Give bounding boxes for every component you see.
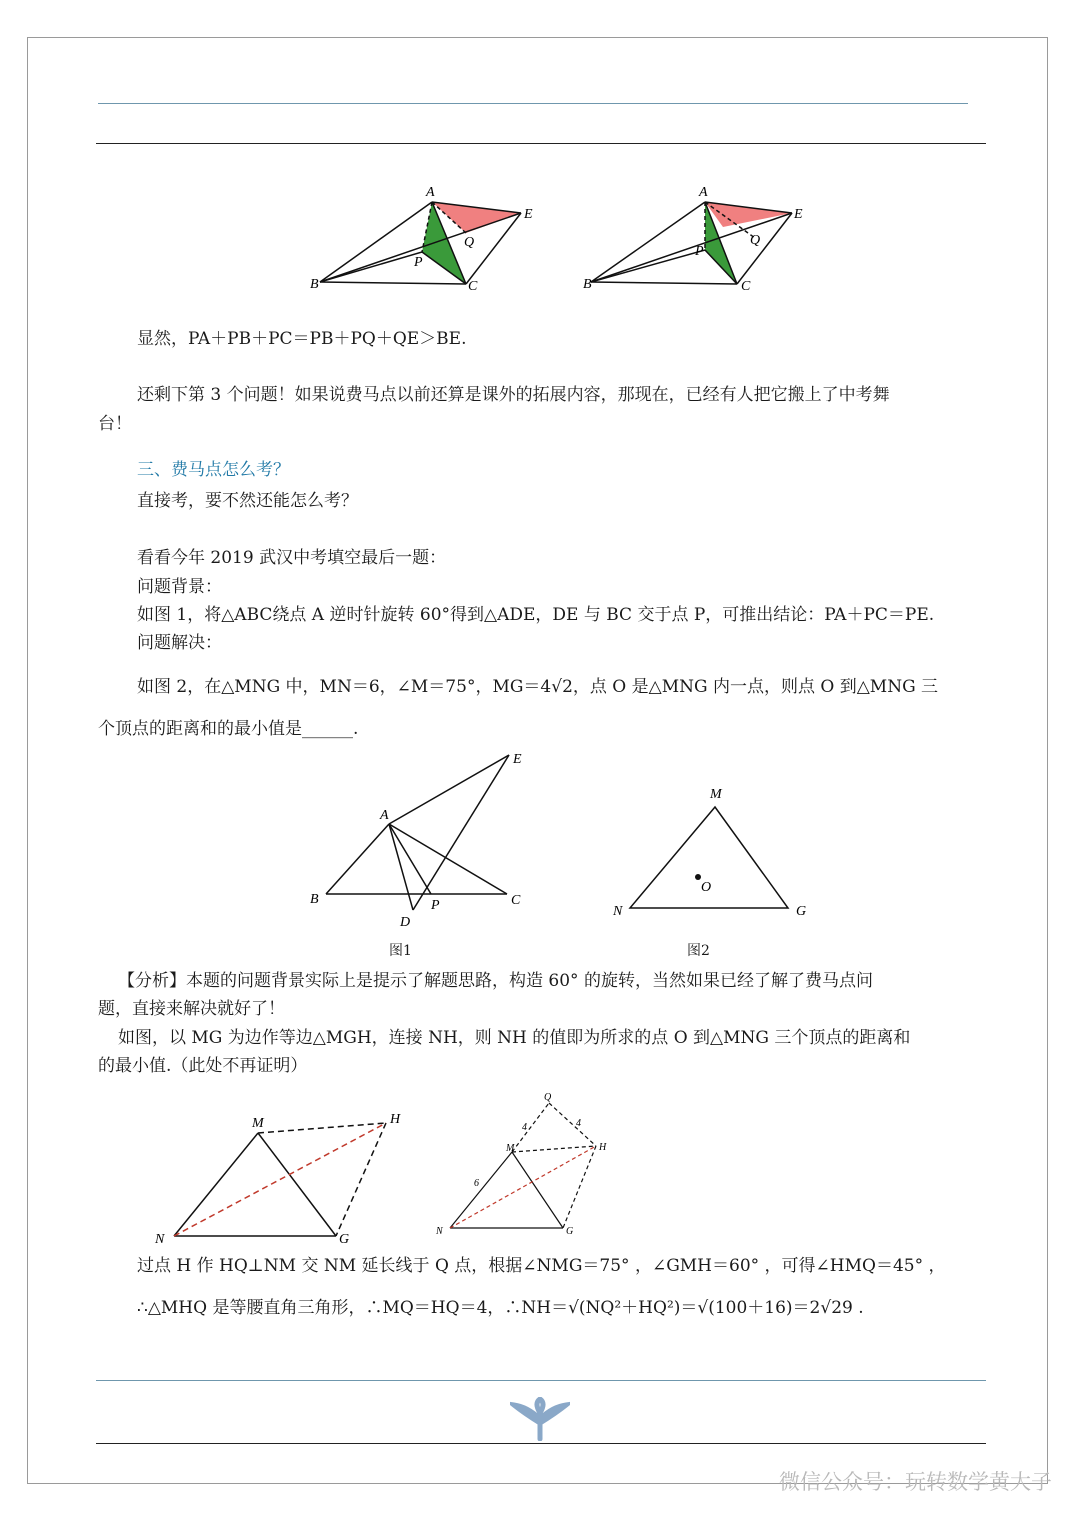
header-rule-black bbox=[96, 143, 986, 144]
label-P: P bbox=[414, 255, 423, 270]
text-direct: 直接考，要不然还能怎么考？ bbox=[137, 491, 358, 511]
text-final-line2: ∴△MHQ 是等腰直角三角形，∴MQ＝HQ＝4，∴NH＝√(NQ²＋HQ²)＝√(100＋16)＝2√29 . bbox=[137, 1298, 864, 1318]
label-A: A bbox=[380, 808, 389, 823]
figure-1 bbox=[300, 745, 540, 930]
fermat-figure-left bbox=[300, 180, 550, 300]
label-B: B bbox=[583, 277, 592, 292]
label-E: E bbox=[794, 207, 803, 222]
label-G: G bbox=[566, 1226, 574, 1237]
label-four-a: 4 bbox=[522, 1122, 527, 1133]
label-H: H bbox=[599, 1142, 607, 1153]
header-rule-blue bbox=[98, 103, 968, 104]
fermat-figure-right bbox=[575, 180, 825, 300]
label-B: B bbox=[310, 892, 319, 907]
text-look: 看看今年 2019 武汉中考填空最后一题： bbox=[137, 548, 447, 568]
label-M: M bbox=[506, 1143, 515, 1154]
label-G: G bbox=[339, 1232, 350, 1247]
label-A: A bbox=[699, 185, 708, 200]
figure-2 bbox=[605, 780, 820, 925]
label-C: C bbox=[511, 893, 521, 908]
label-P: P bbox=[695, 244, 704, 259]
footer-rule-blue bbox=[96, 1380, 986, 1381]
label-C: C bbox=[468, 279, 478, 294]
label-M: M bbox=[710, 787, 722, 802]
text-solve-title: 问题解决： bbox=[137, 633, 222, 653]
label-O: O bbox=[701, 880, 712, 895]
watermark: 微信公众号：玩转数学黄大子 bbox=[779, 1470, 1052, 1494]
text-final-line1: 过点 H 作 HQ⊥NM 交 NM 延长线于 Q 点，根据∠NMG＝75° ，∠GMH＝60° ，可得∠HMQ＝45° ， bbox=[137, 1256, 946, 1276]
label-D: D bbox=[400, 915, 411, 930]
text-method-line2: 的最小值.（此处不再证明） bbox=[98, 1056, 308, 1076]
section-heading: 三、费马点怎么考？ bbox=[137, 460, 290, 480]
red-triangle bbox=[705, 202, 792, 227]
figure-mnghq bbox=[430, 1090, 620, 1240]
label-H: H bbox=[390, 1112, 401, 1127]
caption-fig1: 图1 bbox=[389, 943, 412, 959]
label-N: N bbox=[613, 904, 623, 919]
label-E: E bbox=[513, 752, 522, 767]
text-problem-line2: 个顶点的距离和的最小值是______. bbox=[98, 719, 359, 739]
text-obvious: 显然，PA＋PB＋PC＝PB＋PQ＋QE＞BE. bbox=[137, 329, 467, 349]
label-Q: Q bbox=[464, 235, 475, 250]
label-six: 6 bbox=[474, 1178, 479, 1189]
label-N: N bbox=[436, 1226, 443, 1237]
label-P: P bbox=[431, 898, 440, 913]
text-analysis-line2: 题，直接来解决就好了！ bbox=[98, 999, 285, 1019]
label-Q: Q bbox=[750, 233, 761, 248]
label-E: E bbox=[524, 207, 533, 222]
label-B: B bbox=[310, 277, 319, 292]
label-N: N bbox=[155, 1232, 165, 1247]
text-problem-line1: 如图 2，在△MNG 中，MN＝6，∠M＝75°，MG＝4√2，点 O 是△MNG 内一点，则点 O 到△MNG 三 bbox=[137, 677, 939, 697]
footer-rule-black bbox=[96, 1443, 986, 1444]
text-bg: 如图 1，将△ABC绕点 A 逆时针旋转 60°得到△ADE，DE 与 BC 交于点 P，可推出结论：PA＋PC＝PE. bbox=[137, 605, 935, 625]
caption-fig2: 图2 bbox=[687, 943, 710, 959]
label-C: C bbox=[741, 279, 751, 294]
label-A: A bbox=[426, 185, 435, 200]
figure-mngh bbox=[150, 1105, 410, 1250]
label-G: G bbox=[796, 904, 807, 919]
label-Q: Q bbox=[544, 1092, 552, 1103]
label-four-b: 4 bbox=[576, 1118, 581, 1129]
label-M: M bbox=[252, 1116, 264, 1131]
tree-logo-icon bbox=[510, 1397, 570, 1441]
text-method-line1: 如图，以 MG 为边作等边△MGH，连接 NH，则 NH 的值即为所求的点 O 到△MNG 三个顶点的距离和 bbox=[118, 1028, 911, 1048]
text-analysis-line1: 【分析】本题的问题背景实际上是提示了解题思路，构造 60° 的旋转，当然如果已经了解了费马点问 bbox=[118, 971, 873, 991]
text-bg-title: 问题背景： bbox=[137, 577, 222, 597]
text-remaining-line1: 还剩下第 3 个问题！如果说费马点以前还算是课外的拓展内容，那现在，已经有人把它搬上了中考舞 bbox=[137, 385, 890, 405]
text-remaining-line2: 台！ bbox=[98, 414, 132, 434]
